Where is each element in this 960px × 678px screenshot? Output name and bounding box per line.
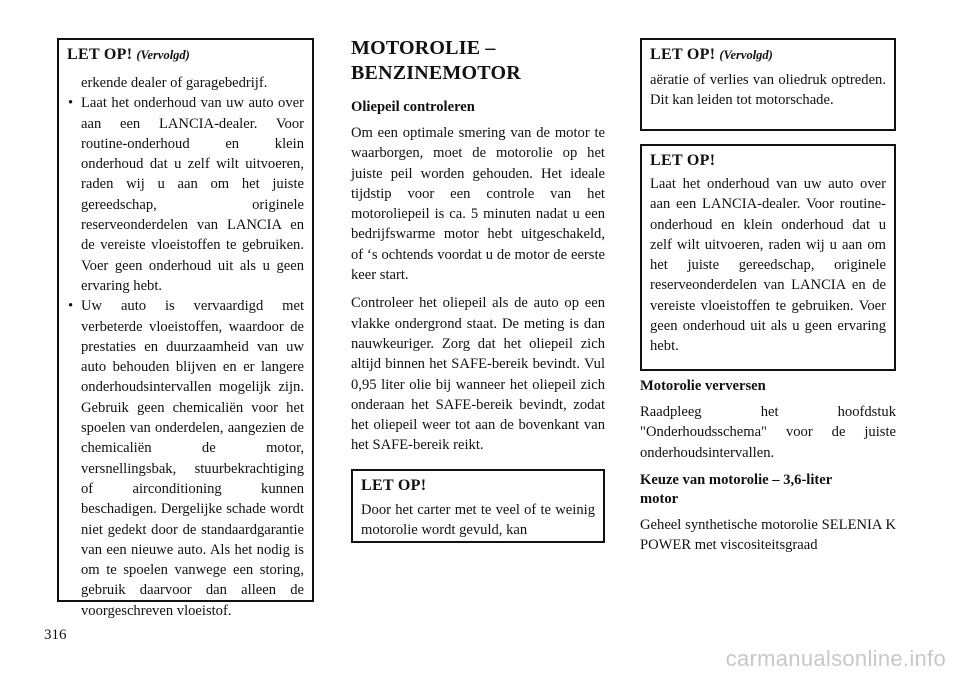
warning-heading <box>650 45 886 65</box>
warning-heading-label: LET OP! <box>650 46 716 63</box>
paragraph-oil-measure: Controleer het oliepeil als de auto op een vlakke ondergrond staat. De meting is dan nauwkeuriger. Zorg dat het oliepeil zich altijd binnen het SAFE-bereik bevindt. Vul 0,95 liter olie bij wanneer het oliepeil zich onderaan het SAFE-bereik bevindt, zodat het oliepeil weer tot aan de bovenkant van het SAFE-bereik reikt. <box>351 295 605 454</box>
section-title-line2: BENZINEMOTOR <box>351 62 521 84</box>
warning-heading-label: LET OP! <box>67 46 133 63</box>
warning-heading: LET OP! <box>650 152 716 169</box>
middle-column <box>351 36 605 543</box>
subheading-oil-change: Motorolie verversen <box>640 378 766 394</box>
subheading-oil-choice: Keuze van motorolie – 3,6-liter motor <box>640 471 832 507</box>
section-title <box>351 36 605 86</box>
warning-bullet: • Uw auto is vervaardigd met verbeterde vloeistoffen, waardoor de prestaties en duurzaamheid van uw auto behouden blijven en er langere onderhoudsintervallen mogelijk zijn. Gebruik geen chemicaliën voor het spoelen van onderdelen, aangezien de chemicaliën de motor, versnellingsbak, stuurbekrachtiging of airconditioning kunnen beschadigen. Dergelijke schade wordt niet gedekt door de standaardgarantie van een nieuwe auto. Als het nodig is om te spoelen vanwege een storing, gebruik daarvoor dan alleen de voorgeschreven vloeistof. <box>67 296 304 621</box>
warning-box-overfill <box>351 469 605 543</box>
warning-text: aëratie of verlies van oliedruk optreden. Dit kan leiden tot motorschade. <box>650 72 886 109</box>
paragraph-oil-choice: Geheel synthetische motorolie SELENIA K POWER met viscositeitsgraad <box>640 516 896 554</box>
warning-box-maintenance <box>640 144 896 371</box>
warning-bullet: • Laat het onderhoud van uw auto over aan een LANCIA-dealer. Voor routine-onderhoud en klein onderhoud dat u zelf wilt uitvoeren, raden wij u aan om het juiste gereedschap, originele reserveonderdelen van LANCIA en de vereiste vloeistoffen te gebruiken. Voer geen onderhoud uit als u geen ervaring hebt. <box>67 93 304 296</box>
warning-heading <box>67 45 304 65</box>
warning-heading-continued: (Vervolgd) <box>136 48 190 62</box>
warning-box-continued <box>57 38 314 619</box>
warning-text: Door het carter met te veel of te weinig motorolie wordt gevuld, kan <box>361 501 595 539</box>
right-column <box>640 38 896 555</box>
paragraph-oil-check: Om een optimale smering van de motor te waarborgen, moet de motorolie op het juiste peil worden gehouden. Het ideale tijdstip voor een controle van het motoroliepeil is ca. 5 minuten nadat u een bedrijfswarme motor hebt uitgeschakeld, of ‘s ochtends voordat u de motor de eerste keer start. <box>351 125 605 284</box>
section-title-line1: MOTOROLIE – <box>351 37 496 59</box>
warning-heading: LET OP! <box>361 476 427 494</box>
watermark: carmanualsonline.info <box>725 646 946 671</box>
paragraph-oil-change: Raadpleeg het hoofdstuk "Onderhoudsschema" voor de juiste onderhoudsintervallen. <box>640 404 896 461</box>
warning-bullet-list <box>67 93 304 621</box>
page-number: 316 <box>44 627 67 643</box>
warning-text: Laat het onderhoud van uw auto over aan een LANCIA-dealer. Voor routine-onderhoud en klein onderhoud dat u zelf wilt uitvoeren, raden wij u aan om het juiste gereedschap, originele reserveonderdelen van LANCIA en de vereiste vloeistoffen te gebruiken. Voer geen onderhoud uit als u geen ervaring hebt. <box>650 176 886 355</box>
warning-box-continued <box>640 38 896 131</box>
warning-heading-continued: (Vervolgd) <box>719 48 773 62</box>
left-column <box>57 38 314 619</box>
warning-intro: erkende dealer of garagebedrijf. <box>81 75 268 91</box>
subheading-oil-level: Oliepeil controleren <box>351 99 475 115</box>
